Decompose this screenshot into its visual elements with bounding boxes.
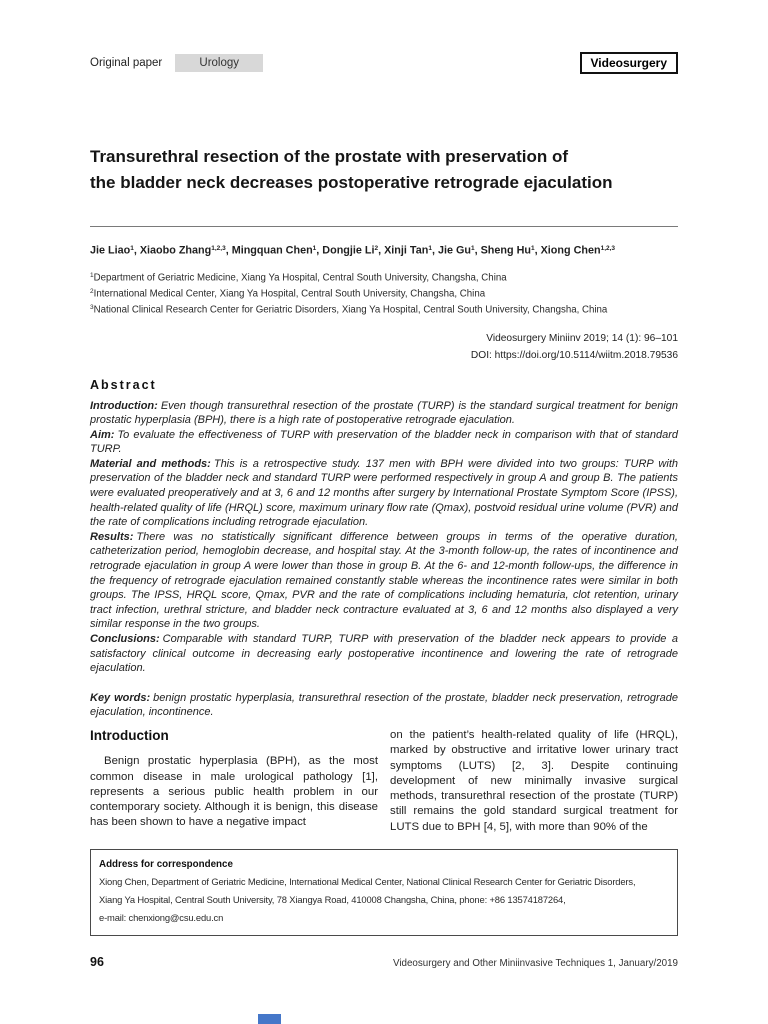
affiliations — [90, 269, 678, 317]
article-title-line-1: Transurethral resection of the prostate with preservation of — [90, 147, 568, 166]
correspondence-line: Xiang Ya Hospital, Central South University, 78 Xiangya Road, 410008 Changsha, China, phone: +86 13574187264, — [99, 894, 566, 905]
correspondence-email-line[interactable]: e-mail: chenxiong@csu.edu.cn — [99, 912, 224, 923]
introduction-heading: Introduction — [90, 728, 169, 743]
page-number: 96 — [90, 955, 104, 969]
affiliation-line: $^1$Department of Geriatric Medicine, Xiang Ya Hospital, Central South University, Changsha, China — [90, 271, 507, 283]
citation-line: Videosurgery Miniinv 2019; 14 (1): 96–101 — [486, 332, 678, 344]
article-title-line-2: the bladder neck decreases postoperative retrograde ejaculation — [90, 173, 613, 192]
correspondence-line: Xiong Chen, Department of Geriatric Medicine, International Medical Center, National Clinical Research Center for Geriatric Disorders, — [99, 876, 636, 887]
abstract-section: Material and methods: This is a retrospective study. 137 men with BPH were divided into two groups: TURP with preservation of the bladder neck and standard TURP were performed respectively in group A and group B. The patients were evaluated preoperatively and at 3, 6 and 12 months after surgery by International Prostate Symptom Score (IPSS), health-related quality of life (HRQL) score, maximum urinary flow rate (Qmax), postvoid residual urine volume (PVR) and the rate of complications including retrograde ejaculation. — [90, 457, 678, 529]
keywords — [90, 691, 678, 720]
authors-line: Jie Liao$^1$, Xiaobo Zhang$^{1,2,3}$, Mingquan Chen$^1$, Dongjie Li$^2$, Xinji Tan$^1$, Jie Gu$^1$, Sheng Hu$^1$, Xiong Chen$^{1,2,3}$ — [90, 244, 616, 257]
section-chip: Urology — [175, 54, 263, 72]
affiliation-line: $^3$National Clinical Research Center for Geriatric Disorders, Xiang Ya Hospital, Central South University, Changsha, China — [90, 303, 608, 315]
page-content — [90, 0, 678, 731]
citation-block — [90, 330, 678, 364]
introduction-paragraph-continued: on the patient’s health-related quality of life (HRQL), marked by obstructive and irritative lower urinary tract symptoms (LUTS) [2, 3]. Despite continuing development of new minimally invasive surgical methods, transurethral resection of the prostate (TURP) still remains the gold standard surgical treatment for LUTS due to BPH [4, 5], with more than 90% of the — [390, 729, 678, 833]
abstract-body — [90, 399, 678, 676]
abstract-section: Results: There was no statistically significant difference between groups in terms of the operative duration, catheterization period, hemoglobin decrease, and hospital stay. At the 3-month follow-up, the rates of incontinence and retrograde ejaculation in group A were lower than those in group B. At the 6- and 12-month follow-ups, the difference in the frequency of retrograde ejaculation remained constantly stable whereas the incontinence rates were similar in both groups. The IPSS, HRQL score, Qmax, PVR and the rate of complications including hematuria, clot retention, urinary tract infection, urethral stricture, and bladder neck contracture evaluated at 3, 6 and 12 months also displayed a very similar response in the two groups. — [90, 530, 678, 631]
article-title — [90, 144, 678, 196]
abstract-section: Conclusions: Comparable with standard TURP, TURP with preservation of the bladder neck appears to provide a satisfactory clinical outcome in decreasing early postoperative incontinence and lowering the rate of retrograde ejaculation. — [90, 633, 678, 675]
title-divider — [90, 226, 678, 227]
doi-link[interactable]: DOI: https://doi.org/10.5114/wiitm.2018.79536 — [470, 349, 678, 361]
keywords-label: Key words: — [90, 691, 151, 704]
abstract-section: Aim: To evaluate the effectiveness of TURP with preservation of the bladder neck in comparison with that of standard TURP. — [90, 428, 678, 456]
bottom-blue-marker — [258, 1014, 281, 1024]
journal-badge: Videosurgery — [580, 52, 678, 74]
keywords-text: benign prostatic hyperplasia, transurethral resection of the prostate, bladder neck preservation, retrograde ejaculation, incontinence. — [90, 691, 678, 719]
affiliation-line: $^2$International Medical Center, Xiang Ya Hospital, Central South University, Changsha, China — [90, 287, 486, 299]
abstract-section: Introduction: Even though transurethral resection of the prostate (TURP) is the standard surgical treatment for benign prostatic hyperplasia (BPH), there is a high rate of postoperative retrograde ejaculation. — [90, 399, 678, 427]
right-column — [390, 728, 678, 835]
correspondence-lines — [99, 873, 669, 927]
left-column — [90, 728, 378, 835]
page-footer — [90, 955, 678, 969]
journal-footer-line: Videosurgery and Other Miniinvasive Techniques 1, January/2019 — [392, 958, 678, 969]
body-columns — [90, 728, 678, 835]
paper-category-label: Original paper — [90, 57, 163, 69]
correspondence-box — [90, 849, 678, 936]
introduction-paragraph: Benign prostatic hyperplasia (BPH), as the most common disease in male urological pathology [1], represents a serious public health problem in our contemporary society. Although it is benign, this disease has been shown to have a negative impact — [90, 755, 378, 829]
abstract-heading: Abstract — [90, 377, 157, 392]
correspondence-heading: Address for correspondence — [99, 859, 233, 870]
page-header — [90, 52, 678, 74]
